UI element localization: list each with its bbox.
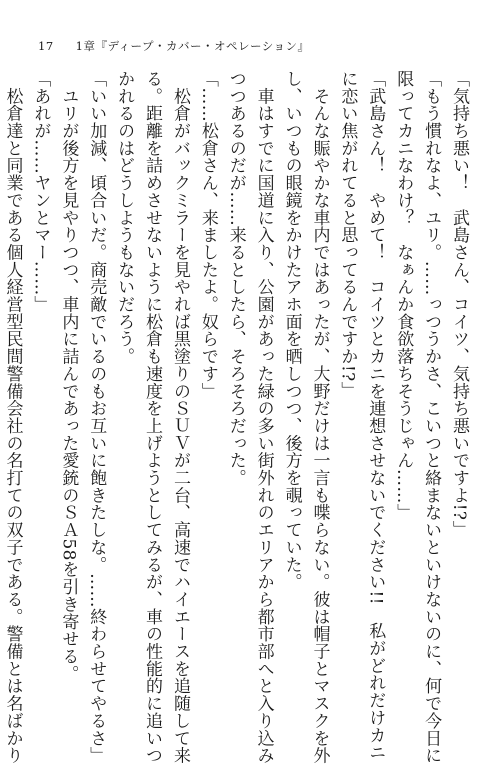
text-line: に恋い焦がれてると思ってるんですか!?」: [337, 70, 358, 399]
text-line: 「……松倉さん、来ましたよ。奴らです」: [197, 70, 218, 400]
text-line: かれるのはどうしようもないだろう。: [114, 70, 135, 365]
text-line: そんな賑やかな車内ではあったが、大野だけは一言も喋らない。彼は帽子とマスクを外: [309, 70, 330, 764]
chapter-title: 1章『ディープ・カバー・オペレーション』: [75, 39, 310, 53]
text-line: つつあるのだが……来るとしたら、そろそろだった。: [225, 70, 246, 487]
text-line: ユリが後方を見やりつつ、車内に詰んであった愛銃のＳＡ58を引き寄せる。: [58, 70, 79, 683]
text-line: 松倉達と同業である個人経営型民間警備会社の名打ての双子である。警備とは名ばかり: [2, 70, 23, 764]
text-line: 車はすでに国道に入り、公園があった緑の多い街外れのエリアから都市部へと入り込み: [253, 70, 274, 764]
vertical-body-text: [2, 70, 472, 764]
text-line: 「気持ち悪い！ 武島さん、コイツ、気持ち悪いですよ!?」: [449, 70, 469, 538]
text-line: 「いい加減、頃合いだ。商売敵でいるのもお互いに飽きたしな。……終わらせてやるさ」: [86, 70, 107, 764]
text-line: る。距離を詰めさせないように松倉も速度を上げようとしてみるが、車の性能的に追いつ: [142, 70, 163, 764]
page-number: 17: [38, 39, 54, 53]
text-line: 限ってカニなわけ？ なぁんか食欲落ちそうじゃん……」: [393, 70, 414, 522]
text-line: 「武島さん！ やめて！ コイツとカニを連想させないでください!! 私がどれだけカニ: [365, 70, 386, 762]
text-line: し、いつもの眼鏡をかけたアホ面を晒しつつ、後方を覗っていた。: [281, 70, 302, 591]
text-line: 松倉がバックミラーを見やれば黒塗りのＳＵＶが二台、高速でハイエースを追随して来: [169, 70, 190, 764]
running-header: [38, 38, 310, 54]
text-line: 「もう慣れなよ、ユリ。……っつうかさ、こいつと絡まないといけないのに、何で今日に: [421, 70, 442, 764]
text-line: 「あれが……ヤンとマー……」: [30, 70, 51, 313]
